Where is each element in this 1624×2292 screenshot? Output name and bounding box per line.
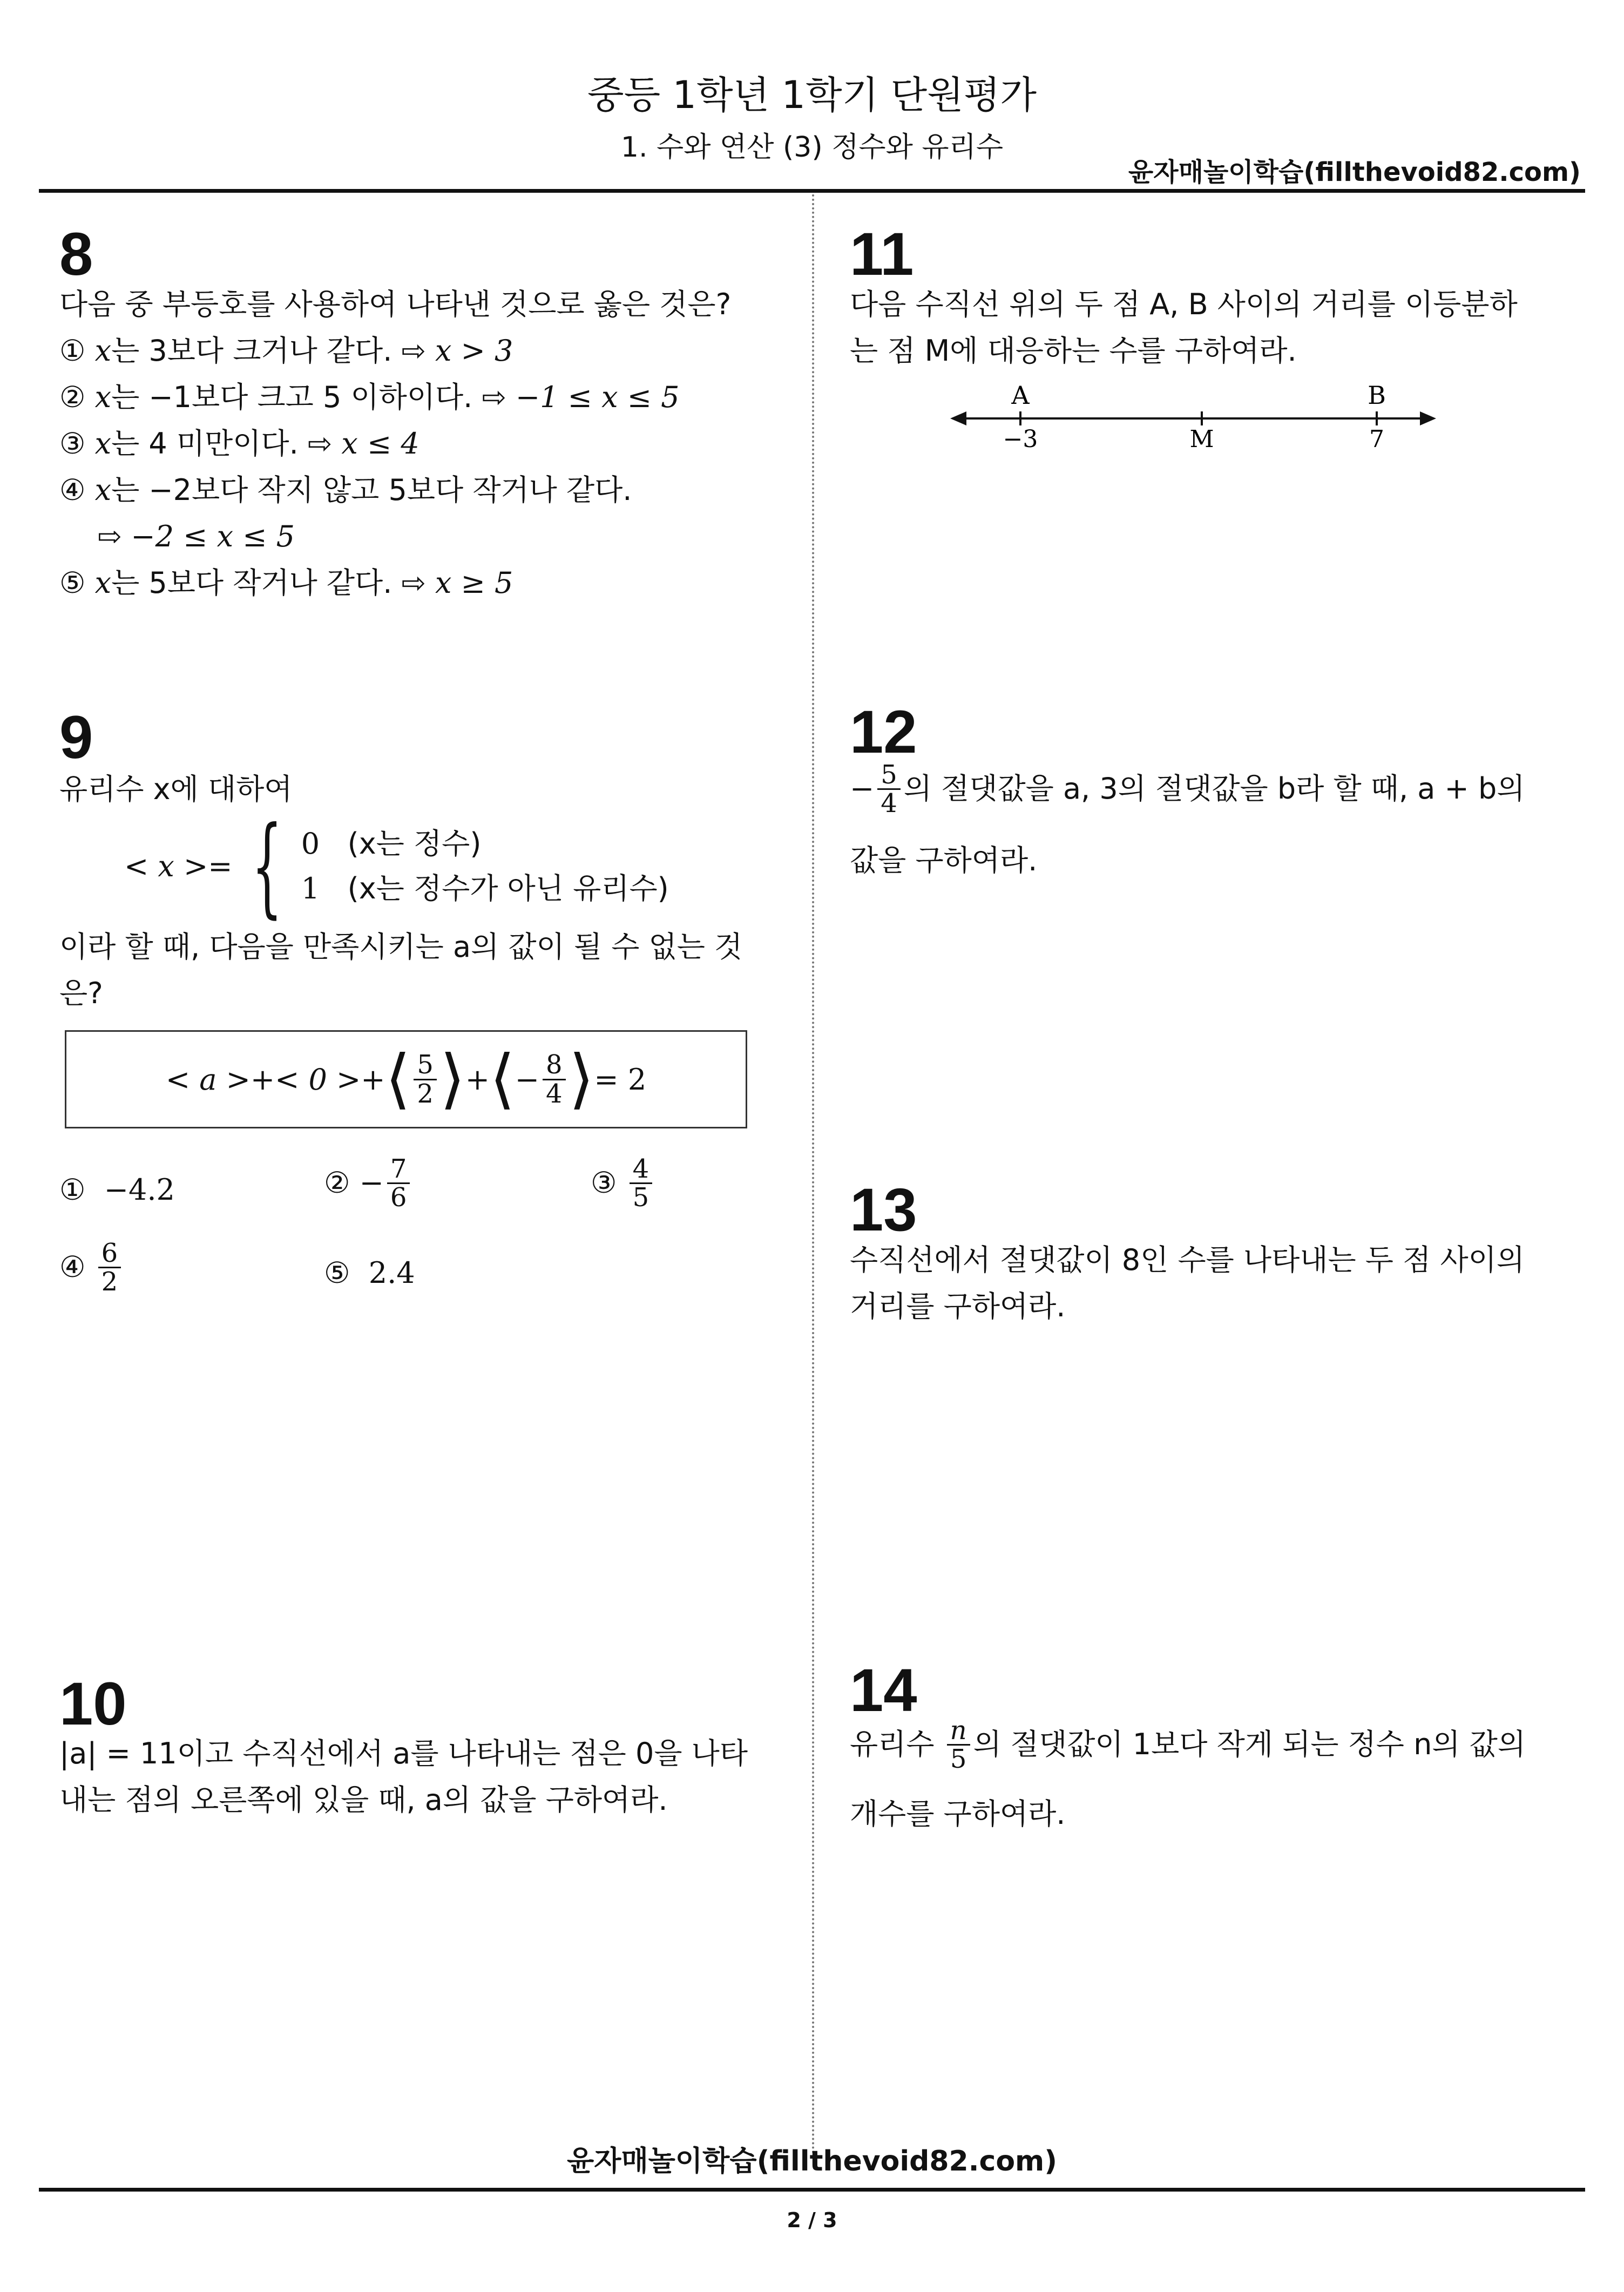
q11-line2: 는 점 M에 대응하는 수를 구하여라. [850, 334, 1297, 368]
q9-option-5: ⑤ 2.4 [324, 1256, 415, 1290]
page-subtitle: 1. 수와 연산 (3) 정수와 유리수 [620, 131, 1004, 164]
q14-line1: 유리수 $\frac{n}{5}$ 의 절댓값이 1보다 작게 되는 정수 n의 값의 [850, 1715, 1526, 1775]
left-arrow-icon [950, 411, 966, 425]
page-title: 중등 1학년 1학기 단원평가 [587, 73, 1037, 117]
q13-line1: 수직선에서 절댓값이 8인 수를 나타내는 두 점 사이의 [850, 1243, 1525, 1277]
q12-line1: − $\frac{5}{4}$ 의 절댓값을 a, 3의 절댓값을 b라 할 때, a + b의 [850, 760, 1525, 819]
question-number-8: 8 [59, 220, 93, 288]
question-number-10: 10 [59, 1670, 127, 1737]
q9-definition: < x >= { 0 (x는 정수) 1 (x는 정수가 아닌 유리수) [124, 803, 669, 929]
tick-label-a: −3 [1003, 425, 1038, 453]
q8-option-5: ⑤ x는 5보다 작거나 같다. ⇨ x ≥ 5 [59, 566, 513, 600]
question-number-14: 14 [850, 1657, 917, 1724]
footer-rule [39, 2188, 1585, 2192]
header-rule [39, 189, 1585, 193]
left-brace: { [251, 803, 282, 929]
q11-line1: 다음 수직선 위의 두 점 A, B 사이의 거리를 이등분하 [850, 287, 1518, 321]
q9-option-4: ④ $\frac{6}{2}$ [59, 1240, 124, 1296]
tick-label-b: 7 [1369, 425, 1384, 453]
q9-question-line1: 이라 할 때, 다음을 만족시키는 a의 값이 될 수 없는 것 [59, 930, 743, 964]
point-label-b: B [1368, 381, 1386, 410]
q9-condition-equation: < a >+< 0 >+ ⟨ $\frac{5}{2}$ ⟩ + ⟨ − $\frac{8}{4}$ ⟩ = 2 [165, 1042, 647, 1117]
tick-label-m: M [1189, 425, 1214, 453]
q9-option-3: ③ $\frac{4}{5}$ [591, 1155, 655, 1212]
q9-option-1: ① −4.2 [59, 1173, 175, 1207]
q12-line2: 값을 구하여라. [850, 843, 1038, 877]
q8-option-3: ③ x는 4 미만이다. ⇨ x ≤ 4 [59, 427, 419, 461]
question-number-9: 9 [59, 704, 93, 771]
q8-option-4: ④ x는 −2보다 작지 않고 5보다 작거나 같다. [59, 473, 632, 507]
question-number-11: 11 [850, 220, 914, 288]
page-number: 2 / 3 [787, 2208, 837, 2232]
question-number-12: 12 [850, 698, 917, 766]
question-number-13: 13 [850, 1176, 917, 1243]
q8-option-4-math: ⇨ −2 ≤ x ≤ 5 [97, 519, 295, 553]
column-divider [812, 194, 814, 2160]
q13-line2: 거리를 구하여라. [850, 1289, 1066, 1323]
q9-option-2: ② − $\frac{7}{6}$ [324, 1155, 413, 1212]
header-site-credit: 윤자매놀이학습(fillthevoid82.com) [1128, 157, 1581, 187]
q10-line2: 내는 점의 오른쪽에 있을 때, a의 값을 구하여라. [59, 1783, 668, 1817]
q11-number-line [945, 378, 1442, 464]
q14-line2: 개수를 구하여라. [850, 1797, 1066, 1831]
fraction-5-2: $\frac{5}{2}$ [414, 1051, 437, 1107]
q8-stem: 다음 중 부등호를 사용하여 나타낸 것으로 옳은 것은? [59, 287, 732, 321]
footer-site-credit: 윤자매놀이학습(fillthevoid82.com) [566, 2145, 1057, 2178]
q8-option-2: ② x는 −1보다 크고 5 이하이다. ⇨ −1 ≤ x ≤ 5 [59, 380, 680, 414]
fraction-8-4: $\frac{8}{4}$ [543, 1051, 566, 1107]
q10-line1: |a| = 11이고 수직선에서 a를 나타내는 점은 0을 나타 [59, 1736, 748, 1770]
point-label-a: A [1011, 381, 1030, 410]
q9-question-line2: 은? [59, 976, 103, 1010]
q8-option-1: ① x는 3보다 크거나 같다. ⇨ x > 3 [59, 334, 513, 368]
right-arrow-icon [1420, 411, 1436, 425]
q9-stem: 유리수 x에 대하여 [59, 772, 293, 806]
